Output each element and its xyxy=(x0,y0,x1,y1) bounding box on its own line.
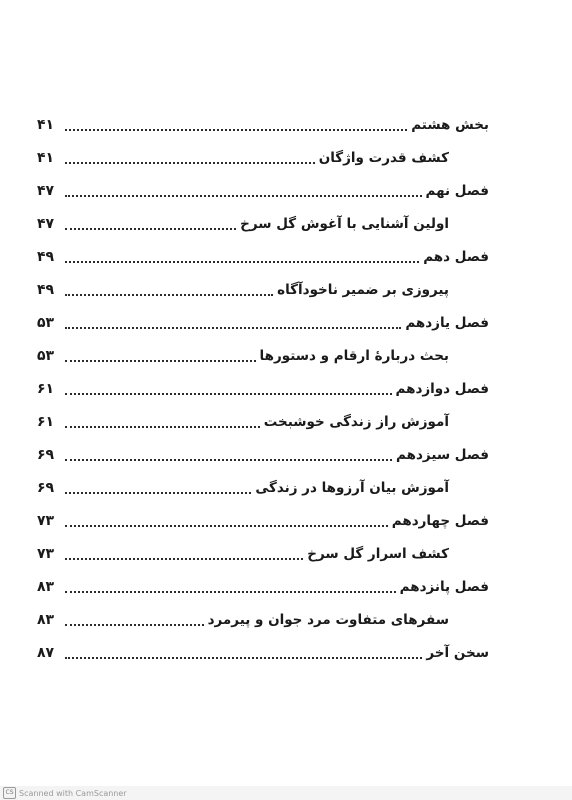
toc-page-number: ۴۱ xyxy=(37,116,55,133)
toc-page-number: ۴۷ xyxy=(37,215,55,232)
toc-dot-leader xyxy=(65,426,260,428)
toc-dot-leader xyxy=(65,195,422,197)
toc-dot-leader xyxy=(65,657,422,659)
toc-page-number: ۶۹ xyxy=(37,446,55,463)
toc-entry xyxy=(37,636,489,669)
toc-page-number: ۷۳ xyxy=(37,545,55,562)
toc-page-number: ۸۳ xyxy=(37,611,55,628)
toc-dot-leader xyxy=(65,129,407,131)
toc-dot-leader xyxy=(65,393,392,395)
toc-section-title: اولین آشنایی با آغوش گل سرخ xyxy=(240,215,449,232)
toc-entry xyxy=(37,570,489,603)
toc-section-title: کشف قدرت واژگان xyxy=(318,149,449,166)
toc-dot-leader xyxy=(65,327,401,329)
toc-chapter-title: سخن آخر xyxy=(426,644,489,661)
toc-entry xyxy=(37,471,489,504)
toc-page-number: ۶۹ xyxy=(37,479,55,496)
toc-page-number: ۴۹ xyxy=(37,248,55,265)
toc-dot-leader xyxy=(65,294,273,296)
toc-entry xyxy=(37,240,489,273)
toc-entry xyxy=(37,306,489,339)
toc-page-number: ۵۳ xyxy=(37,347,55,364)
table-of-contents xyxy=(37,108,489,669)
toc-entry xyxy=(37,339,489,372)
toc-page-number: ۸۷ xyxy=(37,644,55,661)
toc-section-title: آموزش بیان آرزوها در زندگی xyxy=(255,479,449,496)
toc-dot-leader xyxy=(65,162,315,164)
toc-chapter-title: فصل چهاردهم xyxy=(391,512,489,529)
toc-entry xyxy=(37,537,489,570)
toc-dot-leader xyxy=(65,591,396,593)
toc-dot-leader xyxy=(65,459,392,461)
camscanner-logo-icon: CS xyxy=(3,787,16,799)
toc-page-number: ۵۳ xyxy=(37,314,55,331)
toc-page-number: ۴۱ xyxy=(37,149,55,166)
toc-entry xyxy=(37,405,489,438)
toc-dot-leader xyxy=(65,558,303,560)
scanner-watermark xyxy=(0,786,572,800)
toc-entry xyxy=(37,207,489,240)
toc-entry xyxy=(37,603,489,636)
toc-section-title: پیروزی بر ضمیر ناخودآگاه xyxy=(277,281,449,298)
toc-page-number: ۶۱ xyxy=(37,413,55,430)
toc-page-number: ۴۷ xyxy=(37,182,55,199)
toc-page-number: ۶۱ xyxy=(37,380,55,397)
toc-page-number: ۸۳ xyxy=(37,578,55,595)
toc-entry xyxy=(37,372,489,405)
toc-dot-leader xyxy=(65,261,419,263)
toc-dot-leader xyxy=(65,492,251,494)
toc-dot-leader xyxy=(65,624,204,626)
toc-dot-leader xyxy=(65,228,236,230)
scanner-watermark-text: Scanned with CamScanner xyxy=(19,788,127,798)
toc-entry xyxy=(37,141,489,174)
toc-section-title: بحث دربارۀ ارقام و دستورها xyxy=(259,347,449,364)
toc-dot-leader xyxy=(65,525,388,527)
toc-chapter-title: فصل سیزدهم xyxy=(396,446,489,463)
toc-chapter-title: بخش هشتم xyxy=(411,116,489,133)
toc-entry xyxy=(37,108,489,141)
toc-entry xyxy=(37,438,489,471)
toc-entry xyxy=(37,504,489,537)
toc-section-title: آموزش راز زندگی خوشبخت xyxy=(263,413,449,430)
toc-page-number: ۴۹ xyxy=(37,281,55,298)
toc-section-title: کشف اسرار گل سرخ xyxy=(307,545,449,562)
toc-chapter-title: فصل یازدهم xyxy=(405,314,489,331)
toc-section-title: سفرهای متفاوت مرد جوان و پیرمرد xyxy=(207,611,449,628)
toc-chapter-title: فصل دوازدهم xyxy=(395,380,489,397)
toc-entry xyxy=(37,273,489,306)
toc-chapter-title: فصل دهم xyxy=(423,248,489,265)
toc-entry xyxy=(37,174,489,207)
toc-chapter-title: فصل پانزدهم xyxy=(399,578,489,595)
toc-page-number: ۷۳ xyxy=(37,512,55,529)
toc-dot-leader xyxy=(65,360,256,362)
toc-chapter-title: فصل نهم xyxy=(425,182,489,199)
